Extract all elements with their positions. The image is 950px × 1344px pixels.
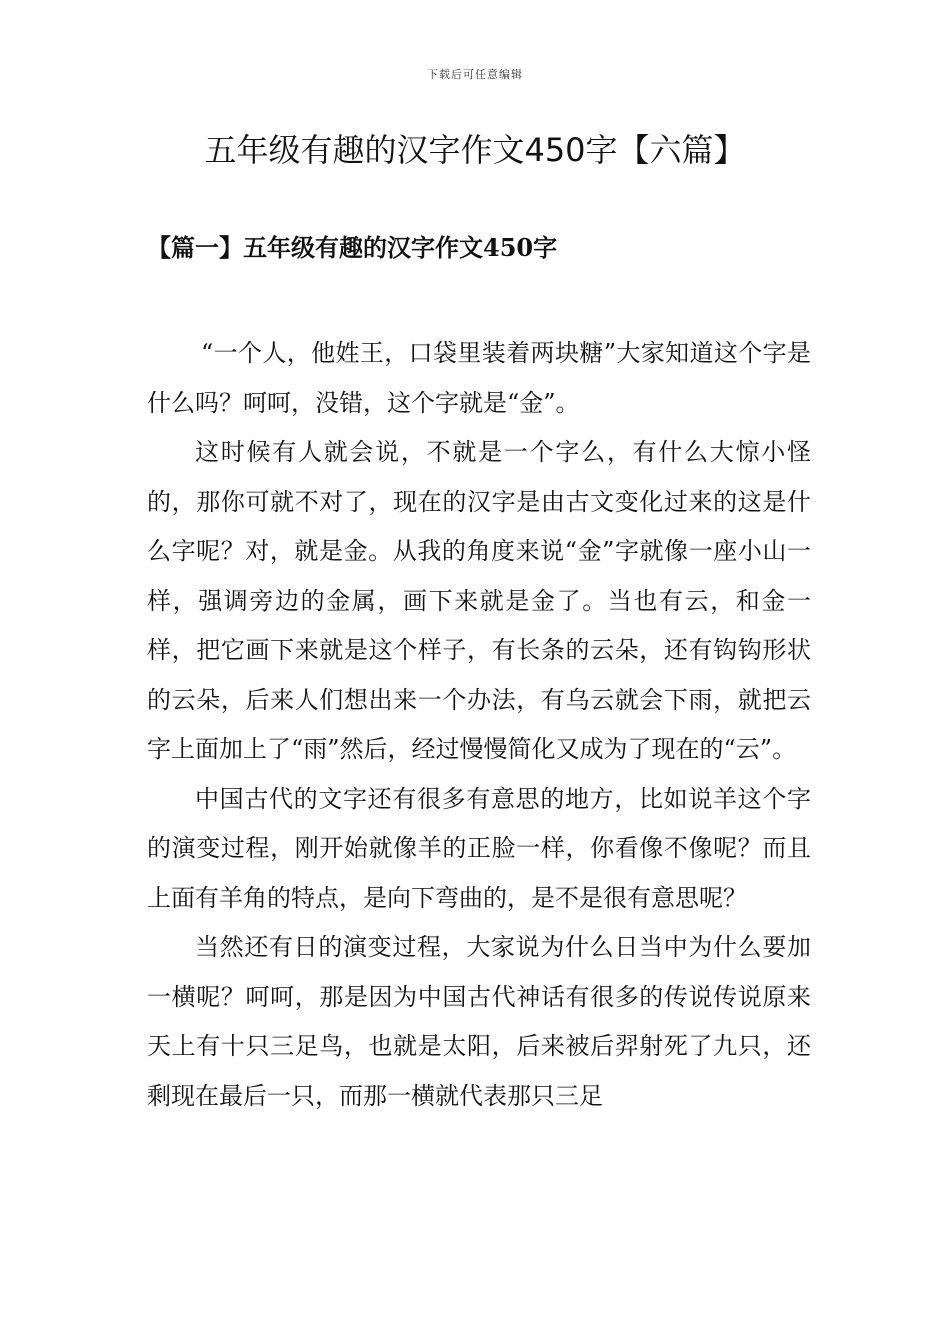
paragraph: “一个人，他姓王，口袋里装着两块糖”大家知道这个字是什么吗？呵呵，没错，这个字就是“金”。: [147, 339, 811, 417]
paragraph: 这时候有人就会说，不就是一个字么，有什么大惊小怪的，那你可就不对了，现在的汉字是由古文变化过来的这是什么字呢？对，就是金。从我的角度来说“金”字就像一座小山一样，强调旁边的金属，画下来就是金了。当也有云，和金一样，把它画下来就是这个样子，有长条的云朵，还有钩钩形状的云朵，后来人们想出来一个办法，有乌云就会下雨，就把云字上面加上了“雨”然后，经过慢慢简化又成为了现在的“云”。: [147, 438, 811, 763]
paragraph: 中国古代的文字还有很多有意思的地方，比如说羊这个字的演变过程，刚开始就像羊的正脸一样，你看像不像呢？而且上面有羊角的特点，是向下弯曲的，是不是很有意思呢？: [147, 784, 811, 912]
paragraph: 当然还有日的演变过程，大家说为什么日当中为什么要加一横呢？呵呵，那是因为中国古代神话有很多的传说传说原来天上有十只三足鸟，也就是太阳，后来被后羿射死了九只，还剩现在最后一只，而那一横就代表那只三足: [147, 933, 811, 1110]
section-heading: 【篇一】五年级有趣的汉字作文450字: [147, 233, 558, 262]
document-title: 五年级有趣的汉字作文450字【六篇】: [204, 131, 746, 169]
header-note: 下载后可任意编辑: [427, 68, 523, 81]
essay-body: [147, 329, 811, 1121]
